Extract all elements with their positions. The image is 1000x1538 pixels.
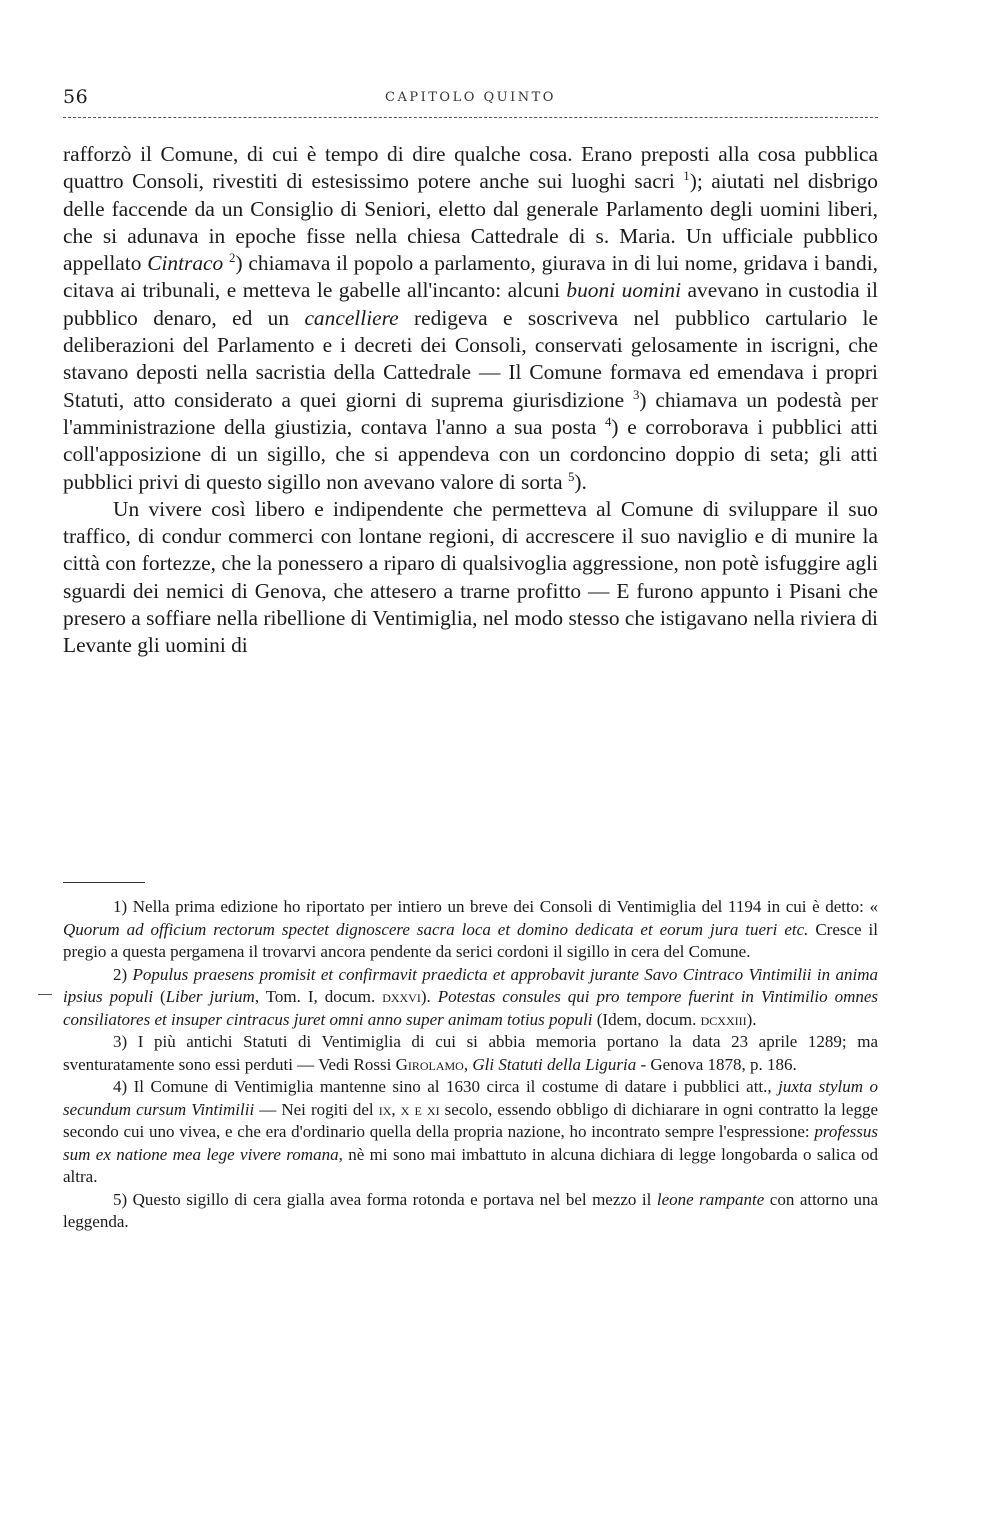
text-run: redigeva e soscriveva nel pubblico cartulario le deliberazioni del Parlamento e i decreti dei Consoli, conservati gelosamente in iscrigni, che stavano deposti nella sacristia della Cattedrale — Il Comune formava ed emendava i propri Statuti, atto considerato a quei giorni di suprema giurisdizione: [63, 305, 878, 412]
text-run: 2): [113, 964, 133, 984]
italic-run: professus sum ex natione mea lege vivere romana: [63, 1122, 878, 1164]
italic-run: Liber jurium: [165, 987, 255, 1006]
text-run: ,: [463, 1054, 473, 1074]
header-rule: [63, 117, 878, 118]
text-run: ) chiamava un podestà per l'amministrazione della giustizia, contava l'anno a sua posta: [63, 387, 878, 439]
footnote: [63, 896, 878, 964]
italic-run: leone rampante: [656, 1189, 765, 1209]
italic-run: Gli Statuti della Liguria: [472, 1054, 637, 1074]
text-run: , nè mi sono mai imbattuto in alcuna dichiara di legge longobarda o salica od altra.: [63, 1144, 879, 1186]
text-run: (: [153, 987, 166, 1006]
text-run: secolo, essendo obbligo di dichiarare in ogni contratto la legge secondo cui uno vivea, e che era d'ordinario quella della propria nazione, ho incontrato sempre l'espressione:: [63, 1099, 878, 1141]
italic-run: juxta stylum o secundum cursum Vintimilii: [63, 1077, 878, 1119]
footnote: [63, 964, 878, 1032]
text-run: 1) Nella prima edizione ho riportato per intiero un breve dei Consoli di Ventimiglia del 1194 in cui è detto: «: [113, 897, 878, 916]
footnote: [63, 1031, 878, 1076]
page-number: 56: [63, 86, 89, 108]
text-run: ) e corroborava i pubblici atti coll'apposizione di un sigillo, che si appendeva con un cordoncino doppio di seta; gli atti pubblici privi di questo sigillo non avevano valore di sorta: [63, 414, 878, 494]
text-run: con attorno una leggenda.: [63, 1189, 878, 1231]
italic-run: Quorum ad officium rectorum spectet dignoscere sacra loca et domino dedicata et eorum jura tueri etc.: [63, 919, 809, 939]
text-run: - Genova 1878, p. 186.: [636, 1054, 797, 1074]
text-run: — Nei rogiti del: [254, 1099, 379, 1119]
footnote-ref: 5: [567, 469, 575, 484]
footnote-ref: 1: [683, 169, 690, 184]
smallcaps-run: ix, x e xi: [378, 1099, 440, 1119]
running-head: CAPITOLO QUINTO: [385, 90, 556, 105]
text-run: ); aiutati nel disbrigo delle faccende da un Consiglio di Seniori, eletto dal generale Parlamento degli uomini liberi, che si adunava in epoche fisse nella chiesa Cattedrale di s. Maria. Un ufficiale pubblico appellato: [63, 169, 878, 276]
footnote-separator: [63, 882, 145, 883]
italic-run: Potestas consules qui pro tempore fuerint in Vintimilio omnes consiliatores et insuper cintracus juret omni anno super animam totius populi: [63, 987, 879, 1029]
text-run: rafforzò il Comune, di cui è tempo di dire qualche cosa. Erano preposti alla cosa pubblica quattro Consoli, rivestiti di estesissimo potere anche sui luoghi sacri: [63, 142, 878, 194]
smallcaps-run: dcxxiii: [700, 1009, 747, 1029]
text-run: Cresce il pregio a questa pergamena il trovarvi ancora pendente da serici cordoni il sigillo in cera del Comune.: [63, 919, 878, 961]
margin-mark: [38, 994, 52, 995]
text-run: ).: [574, 469, 587, 494]
text-run: 3) I più antichi Statuti di Ventimiglia di cui si abbia memoria portano la data 23 aprile 1289; ma sventuratamente sono essi perduti — Vedi Rossi: [63, 1032, 878, 1074]
footnote-ref: 4: [605, 414, 612, 429]
text-run: Un vivere così libero e indipendente che permetteva al Comune di sviluppare il suo traffico, di condur commerci con lontane regioni, di accrescere il suo naviglio e di munire la città con fortezze, che la ponessero a riparo di qualsivoglia aggressione, non potè isfuggire agli sguardi dei nemici di Genova, che attesero a trarne profitto — E furono appunto i Pisani che presero a soffiare nella ribellione di Ventimiglia, nel modo stesso che istigavano nella riviera di Levante gli uomini di: [63, 496, 878, 658]
text-run: 4) Il Comune di Ventimiglia mantenne sino al 1630 circa il costume di datare i pubblici att.,: [113, 1077, 779, 1096]
text-run: ) chiamava il popolo a parlamento, giurava in di lui nome, gridava i bandi, citava ai tribunali, e metteva le gabelle all'incanto: alcuni: [63, 251, 878, 303]
paragraph: [63, 141, 878, 496]
text-run: ).: [420, 987, 438, 1006]
footnote-ref: 2: [229, 251, 236, 266]
page-header: [63, 86, 878, 116]
footnote: [63, 1076, 878, 1189]
italic-run: Cintraco: [147, 251, 224, 276]
main-text: [63, 141, 878, 660]
footnote-ref: 3: [632, 387, 640, 402]
italic-run: Populus praesens promisit et confirmavit praedicta et approbavit jurante Savo Cintraco Vintimilii in anima ipsius populi: [63, 964, 878, 1006]
italic-run: cancelliere: [304, 305, 399, 330]
smallcaps-run: Girolamo: [395, 1054, 464, 1074]
footnotes: [63, 896, 878, 1234]
text-run: ).: [746, 1009, 757, 1029]
text-run: , Tom. I, docum.: [254, 987, 383, 1006]
text-run: avevano in custodia il pubblico denaro, ed un: [63, 278, 879, 330]
paragraph: [63, 496, 878, 660]
footnote: [63, 1189, 878, 1234]
smallcaps-run: dxxvi: [382, 987, 421, 1006]
italic-run: buoni uomini: [566, 278, 682, 303]
text-run: 5) Questo sigillo di cera gialla avea forma rotonda e portava nel bel mezzo il: [113, 1189, 657, 1209]
text-run: (Idem, docum.: [592, 1009, 701, 1029]
